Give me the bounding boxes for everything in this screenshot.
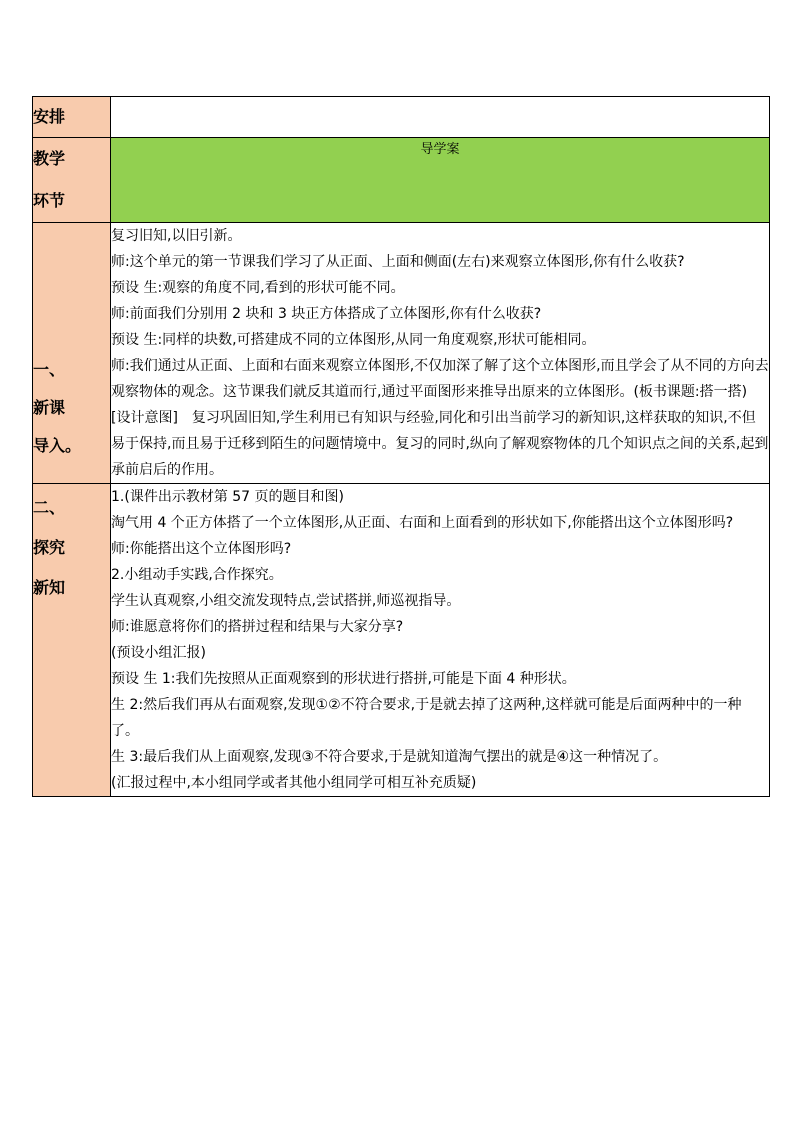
paragraph: 预设 生:同样的块数,可搭建成不同的立体图形,从同一角度观察,形状可能相同。 <box>111 332 596 348</box>
section-intro-label <box>33 223 111 484</box>
section-label-line: 一、 <box>33 360 66 379</box>
paragraph: 预设 生 1:我们先按照从正面观察到的形状进行搭拼,可能是下面 4 种形状。 <box>111 671 576 687</box>
paragraph: 师:你能搭出这个立体图形吗? <box>111 541 292 557</box>
paragraph: 1.(课件出示教材第 57 页的题目和图) <box>111 489 344 505</box>
section-intro-content <box>111 223 770 484</box>
paragraph: 预设 生:观察的角度不同,看到的形状可能不同。 <box>111 280 405 296</box>
paragraph: 淘气用 4 个正方体搭了一个立体图形,从正面、右面和上面看到的形状如下,你能搭出这个立体图形吗? <box>111 515 734 531</box>
design-intent-paragraph: [设计意图] 复习巩固旧知,学生利用已有知识与经验,同化和引出当前学习的新知识,这样获取的知识,不但易于保持,而且易于迁移到陌生的问题情境中。复习的同时,纵向了解观察物体的几个知识点之间的关系,起到承前启后的作用。 <box>111 410 769 478</box>
section-label-line: 新知 <box>33 578 66 597</box>
section-label-line: 二、 <box>33 498 66 517</box>
section-explore-content <box>111 484 770 797</box>
arrangement-row <box>33 97 770 138</box>
paragraph: 复习旧知,以旧引新。 <box>111 228 242 244</box>
guide-plan-title: 导学案 <box>111 138 770 223</box>
arrangement-content <box>111 97 770 138</box>
paragraph: 师:谁愿意将你们的搭拼过程和结果与大家分享? <box>111 619 404 635</box>
paragraph: (预设小组汇报) <box>111 645 206 661</box>
arrangement-label: 安排 <box>33 97 111 138</box>
section-label-line: 新课 <box>33 398 66 417</box>
paragraph: 生 2:然后我们再从右面观察,发现①②不符合要求,于是就去掉了这两种,这样就可能是后面两种中的一种了。 <box>111 697 742 739</box>
paragraph: (汇报过程中,本小组同学或者其他小组同学可相互补充质疑) <box>111 775 477 791</box>
section-label-line: 导入。 <box>33 436 82 455</box>
paragraph: 生 3:最后我们从上面观察,发现③不符合要求,于是就知道淘气摆出的就是④这一种情况了。 <box>111 749 668 765</box>
header-row <box>33 138 770 223</box>
stage-header-line: 教学 <box>33 149 66 168</box>
paragraph: 师:前面我们分别用 2 块和 3 块正方体搭成了立体图形,你有什么收获? <box>111 306 542 322</box>
paragraph: 2.小组动手实践,合作探究。 <box>111 567 283 583</box>
paragraph: 学生认真观察,小组交流发现特点,尝试搭拼,师巡视指导。 <box>111 593 461 609</box>
stage-header-line: 环节 <box>33 191 66 210</box>
section-explore-label <box>33 484 111 797</box>
section-intro-row <box>33 223 770 484</box>
section-label-line: 探究 <box>33 538 66 557</box>
paragraph: 师:这个单元的第一节课我们学习了从正面、上面和侧面(左右)来观察立体图形,你有什么收获? <box>111 254 685 270</box>
section-explore-row <box>33 484 770 797</box>
lesson-plan-table <box>32 96 770 797</box>
paragraph: 师:我们通过从正面、上面和右面来观察立体图形,不仅加深了解了这个立体图形,而且学会了从不同的方向去观察物体的观念。这节课我们就反其道而行,通过平面图形来推导出原来的立体图形。(板书课题:搭一搭) <box>111 358 769 400</box>
stage-header-label <box>33 138 111 223</box>
